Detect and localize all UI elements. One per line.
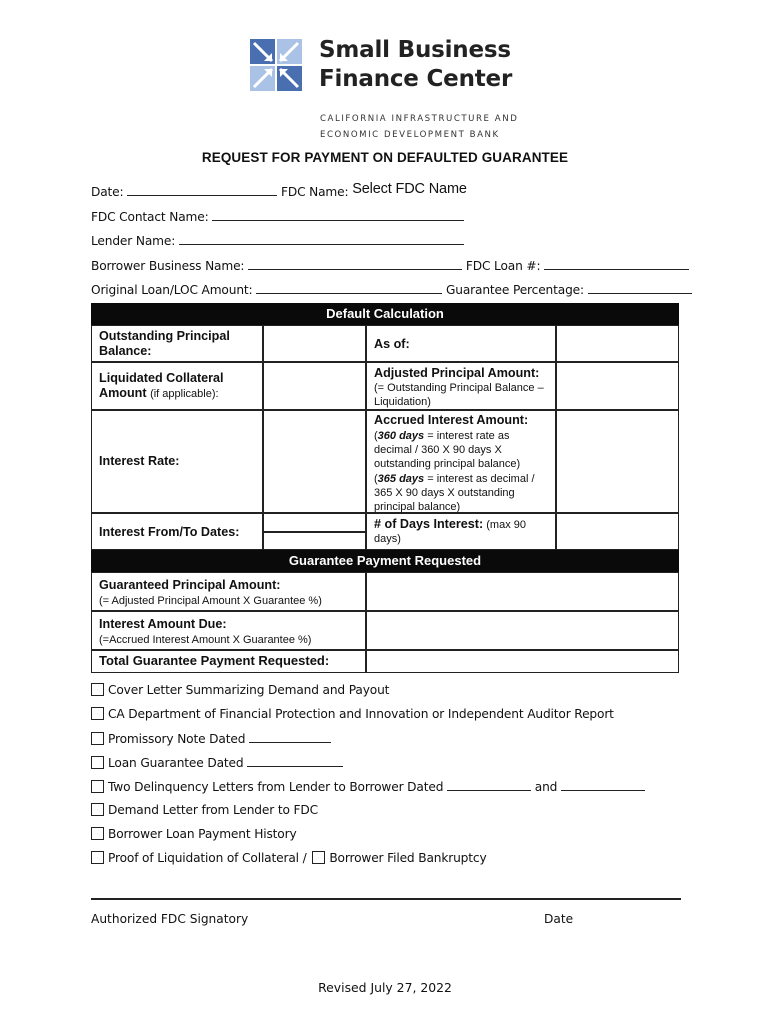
logo-name-line1: Small Business [319, 37, 511, 63]
interest-from-input[interactable] [263, 513, 366, 532]
lender-row [91, 233, 464, 248]
original-loan-row [91, 282, 692, 297]
interest-due-cell [91, 611, 366, 650]
interest-dates-label: Interest From/To Dates: [91, 513, 263, 550]
liquidated-note: (if applicable): [150, 388, 219, 400]
checklist-label: Proof of Liquidation of Collateral / [108, 851, 307, 865]
accrued-360-text: = interest rate as decimal / 360 X 90 days X outstanding principal balance) [374, 430, 521, 470]
as-of-label: As of: [366, 325, 556, 362]
guaranteed-principal-label: Guaranteed Principal Amount: [99, 578, 281, 592]
adjusted-input[interactable] [556, 362, 679, 410]
signatory-label: Authorized FDC Signatory [91, 912, 249, 926]
checklist-label: Two Delinquency Letters from Lender to Borrower Dated [108, 780, 444, 794]
delinquency-date2-field[interactable] [561, 779, 645, 791]
bankruptcy-label: Borrower Filed Bankruptcy [329, 851, 487, 865]
checklist-item-payment-history [91, 827, 297, 841]
original-loan-label: Original Loan/LOC Amount: [91, 283, 253, 297]
checkbox[interactable] [91, 803, 104, 816]
logo-sub-line2: ECONOMIC DEVELOPMENT BANK [320, 130, 500, 140]
borrower-row [91, 258, 689, 273]
outstanding-input[interactable] [263, 325, 366, 362]
logo-subtitle [320, 111, 518, 143]
signature-line[interactable] [91, 898, 681, 900]
fdc-contact-field[interactable] [212, 209, 464, 221]
checklist-label: Loan Guarantee Dated [108, 756, 244, 770]
checklist-label: Borrower Loan Payment History [108, 827, 297, 841]
loan-guarantee-date-field[interactable] [247, 755, 343, 767]
checklist-item-delinquency-letters [91, 779, 645, 794]
checkbox[interactable] [91, 683, 104, 696]
form-title: REQUEST FOR PAYMENT ON DEFAULTED GUARANTEE [201, 150, 569, 165]
interest-due-label: Interest Amount Due: [99, 617, 227, 631]
interest-due-input[interactable] [366, 611, 679, 650]
borrower-field[interactable] [248, 258, 462, 270]
signature-date-label: Date [544, 912, 574, 926]
guarantee-pct-label: Guarantee Percentage: [445, 283, 584, 297]
guarantee-payment-header: Guarantee Payment Requested [91, 550, 679, 572]
interest-rate-label: Interest Rate: [91, 410, 263, 513]
checkbox[interactable] [91, 756, 104, 769]
checklist-label: Cover Letter Summarizing Demand and Payout [108, 683, 390, 697]
and-label: and [534, 780, 558, 794]
fdc-name-label: FDC Name: [280, 185, 349, 199]
days-interest-label: # of Days Interest: [374, 517, 484, 531]
default-calculation-table [91, 303, 679, 673]
borrower-label: Borrower Business Name: [91, 259, 245, 273]
as-of-input[interactable] [556, 325, 679, 362]
revised-date: Revised July 27, 2022 [318, 980, 452, 995]
fdc-loan-label: FDC Loan #: [465, 259, 541, 273]
adjusted-cell [366, 362, 556, 410]
checklist-label: CA Department of Financial Protection and Innovation or Independent Auditor Report [108, 707, 614, 721]
days-interest-note: (max 90 days) [374, 519, 526, 545]
adjusted-label: Adjusted Principal Amount: [374, 366, 540, 380]
total-input[interactable] [366, 650, 679, 673]
checkbox[interactable] [91, 827, 104, 840]
logo-sub-line1: CALIFORNIA INFRASTRUCTURE AND [320, 114, 519, 124]
adjusted-note: (= Outstanding Principal Balance – Liquidation) [374, 382, 544, 408]
interest-due-note: (=Accrued Interest Amount X Guarantee %) [99, 634, 312, 646]
checklist-label: Promissory Note Dated [108, 732, 246, 746]
liquidated-input[interactable] [263, 362, 366, 410]
outstanding-label: Outstanding Principal Balance: [91, 325, 263, 362]
guaranteed-principal-note: (= Adjusted Principal Amount X Guarantee %) [99, 595, 322, 607]
accrued-input[interactable] [556, 410, 679, 513]
fdc-contact-label: FDC Contact Name: [91, 210, 209, 224]
promissory-date-field[interactable] [249, 731, 331, 743]
checkbox[interactable] [91, 732, 104, 745]
date-field[interactable] [127, 184, 277, 196]
date-fdc-row [91, 181, 467, 200]
total-label: Total Guarantee Payment Requested: [91, 650, 366, 673]
checklist-item-loan-guarantee [91, 755, 343, 770]
guarantee-pct-field[interactable] [588, 282, 692, 294]
guaranteed-principal-input[interactable] [366, 572, 679, 611]
guaranteed-principal-cell [91, 572, 366, 611]
sbfc-logo-icon [250, 39, 302, 91]
delinquency-date1-field[interactable] [447, 779, 531, 791]
checklist-label: Demand Letter from Lender to FDC [108, 803, 318, 817]
checkbox[interactable] [91, 851, 104, 864]
interest-to-input[interactable] [263, 532, 366, 550]
checkbox[interactable] [91, 707, 104, 720]
fdc-loan-field[interactable] [544, 258, 689, 270]
accrued-cell: Accrued Interest Amount: (360 days = interest rate as decimal / 360 X 90 days X outstanding principal balance) (365 days = interest as decimal / 365 X 90 days X outstanding principal balance) [366, 410, 556, 513]
checklist-item-liquidation [91, 851, 487, 865]
lender-label: Lender Name: [91, 234, 176, 248]
lender-field[interactable] [179, 233, 464, 245]
accrued-365-term: 365 days [377, 473, 425, 485]
interest-rate-input[interactable] [263, 410, 366, 513]
logo-wordmark [319, 36, 512, 94]
checklist-item-demand-letter [91, 803, 318, 817]
liquidated-cell [91, 362, 263, 410]
fdc-contact-row [91, 209, 464, 224]
default-calculation-header: Default Calculation [91, 303, 679, 325]
liquidated-label: Liquidated Collateral Amount [99, 371, 224, 400]
checkbox[interactable] [91, 780, 104, 793]
logo-name-line2: Finance Center [319, 66, 513, 92]
days-interest-cell [366, 513, 556, 550]
date-label: Date: [91, 185, 124, 199]
checklist-item-dfpi-report [91, 707, 614, 721]
bankruptcy-checkbox[interactable] [312, 851, 325, 864]
fdc-name-select[interactable]: Select FDC Name [352, 181, 467, 197]
accrued-label: Accrued Interest Amount: [374, 413, 529, 427]
accrued-365-text: = interest as decimal / 365 X 90 days X outstanding principal balance) [374, 473, 535, 513]
checklist-item-cover-letter [91, 683, 389, 697]
days-interest-input[interactable] [556, 513, 679, 550]
accrued-360-term: 360 days [377, 430, 425, 442]
original-loan-field[interactable] [256, 282, 442, 294]
checklist-item-promissory-note [91, 731, 331, 746]
